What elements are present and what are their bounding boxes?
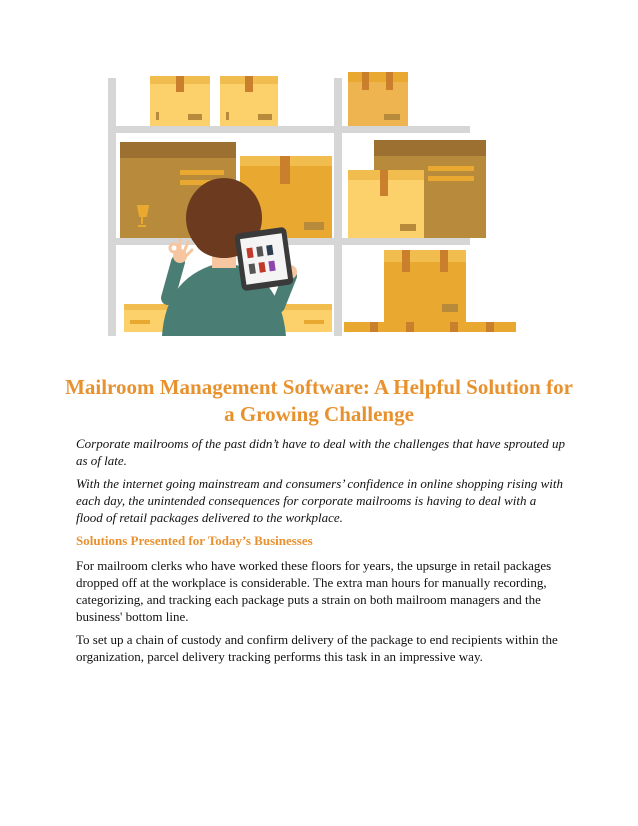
package-box — [348, 72, 408, 126]
body-paragraph: For mailroom clerks who have worked these floors for years, the upsurge in retail packages dropped off at the workplace is considerable. The extra man hours for manually recording, categorizing, and tracking each package puts a strain on both mailroom managers and the business' bottom line. — [76, 558, 552, 624]
article-body — [76, 435, 566, 671]
package-box — [150, 76, 210, 126]
body-paragraph: To set up a chain of custody and confirm delivery of the package to end recipients within the organization, parcel delivery tracking performs this task in an impressive way. — [76, 632, 558, 664]
mailroom-illustration — [108, 66, 528, 336]
intro-paragraph: With the internet going mainstream and consumers’ confidence in online shopping rising with each day, the unintended consequences for corporate mailrooms is having to deal with a flood of retail packages delivered to the workplace. — [76, 476, 563, 525]
package-box — [344, 322, 516, 332]
intro-paragraph: Corporate mailrooms of the past didn’t have to deal with the challenges that have sprouted up as of late. — [76, 436, 566, 468]
package-box — [384, 250, 466, 322]
tablet-icon — [234, 227, 294, 292]
package-box — [348, 140, 486, 238]
page-title: Mailroom Management Software: A Helpful Solution for a Growing Challenge — [65, 375, 573, 426]
section-subheading: Solutions Presented for Today’s Businesses — [76, 533, 313, 548]
package-box — [220, 76, 278, 126]
